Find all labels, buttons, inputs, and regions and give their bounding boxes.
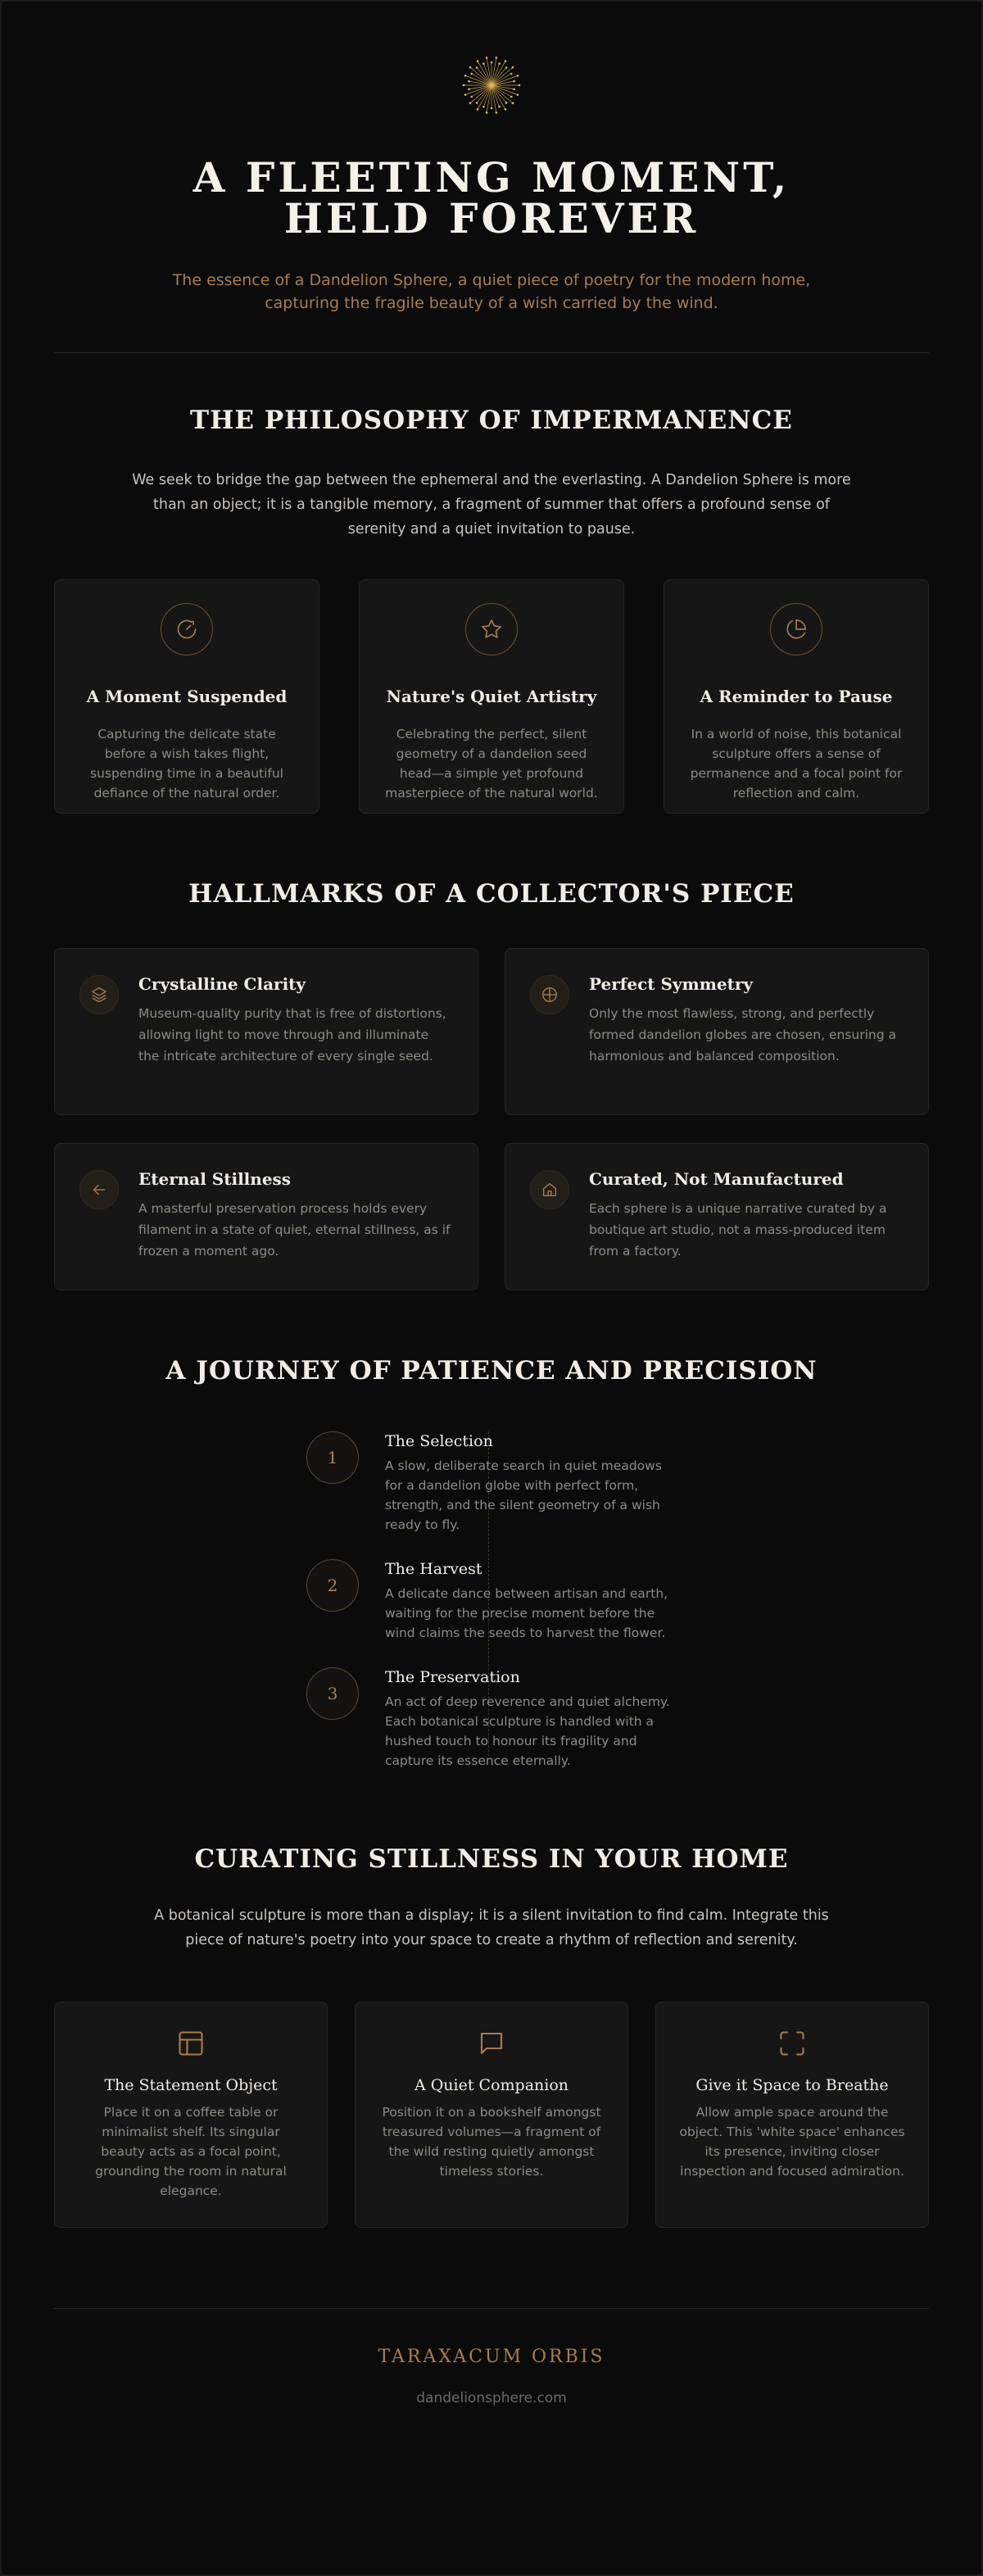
card-text: Capturing the delicate state before a wish takes flight, suspending time in a beautiful defiance of the natural order. — [89, 727, 283, 800]
card-title: Crystalline Clarity — [138, 974, 306, 994]
step-text: An act of deep reverence and quiet alchemy. Each botanical sculpture is handled with a hushed touch to honour its fragility and capture its essence eternally. — [385, 1694, 670, 1768]
icon-circle — [79, 975, 119, 1014]
icon-circle — [79, 1170, 119, 1209]
hallmarks-grid — [54, 948, 929, 1290]
philosophy-card — [54, 579, 319, 814]
journey-section — [54, 1290, 929, 1771]
step-number: 2 — [306, 1559, 359, 1612]
card-text: A masterful preservation process holds every filament in a state of quiet, eternal stillness, as if frozen a moment ago. — [138, 1201, 451, 1259]
card-text: Celebrating the perfect, silent geometry of a dandelion seed head—a simple yet profound masterpiece of the natural world. — [385, 727, 598, 800]
timeline-step — [306, 1667, 683, 1771]
card-title: The Statement Object — [104, 2076, 278, 2094]
step-text: A slow, deliberate search in quiet meadows for a dandelion globe with perfect form, strength, and the silent geometry of a wish ready to fly. — [385, 1458, 662, 1532]
speech-bubble-icon — [477, 2029, 506, 2058]
section-title: HALLMARKS OF A COLLECTOR'S PIECE — [188, 879, 795, 909]
icon-circle — [530, 1170, 569, 1209]
philosophy-section — [54, 353, 929, 814]
philosophy-card — [359, 579, 624, 814]
icon-circle — [465, 603, 518, 655]
card-text: Place it on a coffee table or minimalist shelf. Its singular beauty acts as a focal point, grounding the room in natural elegance. — [95, 2105, 287, 2198]
step-number: 3 — [306, 1667, 359, 1720]
layers-icon — [90, 986, 108, 1004]
section-title: CURATING STILLNESS IN YOUR HOME — [194, 1844, 789, 1874]
step-title: The Harvest — [385, 1560, 482, 1578]
step-title: The Preservation — [385, 1668, 520, 1686]
curating-card — [355, 2002, 628, 2228]
hero-title: A FLEETING MOMENT, HELD FOREVER — [193, 153, 790, 243]
hallmark-card — [505, 1143, 929, 1290]
card-title: Nature's Quiet Artistry — [386, 687, 597, 706]
step-text: A delicate dance between artisan and earth, waiting for the precise moment before the wind claims the seeds to harvest the flower. — [385, 1586, 668, 1640]
step-number: 1 — [306, 1431, 359, 1484]
hallmarks-section — [54, 814, 929, 1290]
pie-chart-icon — [785, 618, 808, 641]
card-text: Museum-quality purity that is free of distortions, allowing light to move through and illuminate the intricate architecture of every single seed. — [138, 1006, 446, 1064]
hallmark-card — [505, 948, 929, 1115]
card-title: Curated, Not Manufactured — [589, 1169, 844, 1189]
hero — [54, 2, 929, 315]
icon-circle — [530, 975, 569, 1014]
curating-card — [655, 2002, 929, 2228]
hallmark-card — [54, 1143, 478, 1290]
hero-subtitle: The essence of a Dandelion Sphere, a quiet piece of poetry for the modern home, capturing the fragile beauty of a wish carried by the wind. — [172, 271, 811, 312]
card-title: A Reminder to Pause — [700, 687, 893, 706]
dandelion-burst-icon — [459, 52, 524, 118]
frame-corners-icon — [777, 2029, 807, 2058]
crosshair-circle-icon — [541, 986, 559, 1004]
home-icon — [541, 1181, 559, 1199]
hallmark-card — [54, 948, 478, 1115]
curating-section — [54, 1771, 929, 2228]
section-intro: A botanical sculpture is more than a display; it is a silent invitation to find calm. Integrate this piece of nature's poetry into your space to create a rhythm of reflection and serenity. — [154, 1907, 829, 1948]
footer-site-link[interactable]: dandelionsphere.com — [416, 2390, 567, 2406]
card-text: Only the most flawless, strong, and perfectly formed dandelion globes are chosen, ensuring a harmonious and balanced composition. — [589, 1006, 896, 1064]
curating-cards — [54, 2002, 929, 2228]
layout-icon — [176, 2029, 206, 2058]
card-title: Perfect Symmetry — [589, 974, 753, 994]
philosophy-card — [664, 579, 929, 814]
star-icon — [480, 618, 503, 641]
section-title: THE PHILOSOPHY OF IMPERMANENCE — [190, 406, 793, 435]
section-title: A JOURNEY OF PATIENCE AND PRECISION — [165, 1356, 818, 1386]
timeline-step — [306, 1559, 683, 1643]
card-title: Eternal Stillness — [138, 1169, 292, 1189]
icon-circle — [161, 603, 213, 655]
card-text: Allow ample space around the object. This 'white space' enhances its presence, inviting closer inspection and focused admiration. — [679, 2105, 905, 2179]
card-text: In a world of noise, this botanical sculpture offers a sense of permanence and a focal point for reflection and calm. — [690, 727, 903, 800]
card-title: A Quiet Companion — [414, 2076, 569, 2094]
arrow-left-icon — [90, 1181, 108, 1199]
card-text: Position it on a bookshelf amongst treasured volumes—a fragment of the wild resting quietly amongst timeless stories. — [382, 2105, 601, 2179]
step-title: The Selection — [385, 1432, 493, 1450]
philosophy-cards — [54, 579, 929, 814]
card-text: Each sphere is a unique narrative curated by a boutique art studio, not a mass-produced item from a factory. — [589, 1201, 887, 1259]
icon-circle — [770, 603, 822, 655]
section-intro: We seek to bridge the gap between the ephemeral and the everlasting. A Dandelion Sphere is more than an object; it is a tangible memory, a fragment of summer that offers a profound sense of serenity and a quiet invitation to pause. — [132, 472, 851, 537]
page — [54, 2, 929, 2406]
timer-icon — [175, 618, 198, 641]
timeline-step — [306, 1431, 683, 1535]
footer — [54, 2309, 929, 2406]
footer-brand: TARAXACUM ORBIS — [378, 2347, 605, 2367]
card-title: Give it Space to Breathe — [695, 2076, 889, 2094]
card-title: A Moment Suspended — [86, 687, 288, 706]
curating-card — [54, 2002, 328, 2228]
timeline — [306, 1431, 683, 1771]
